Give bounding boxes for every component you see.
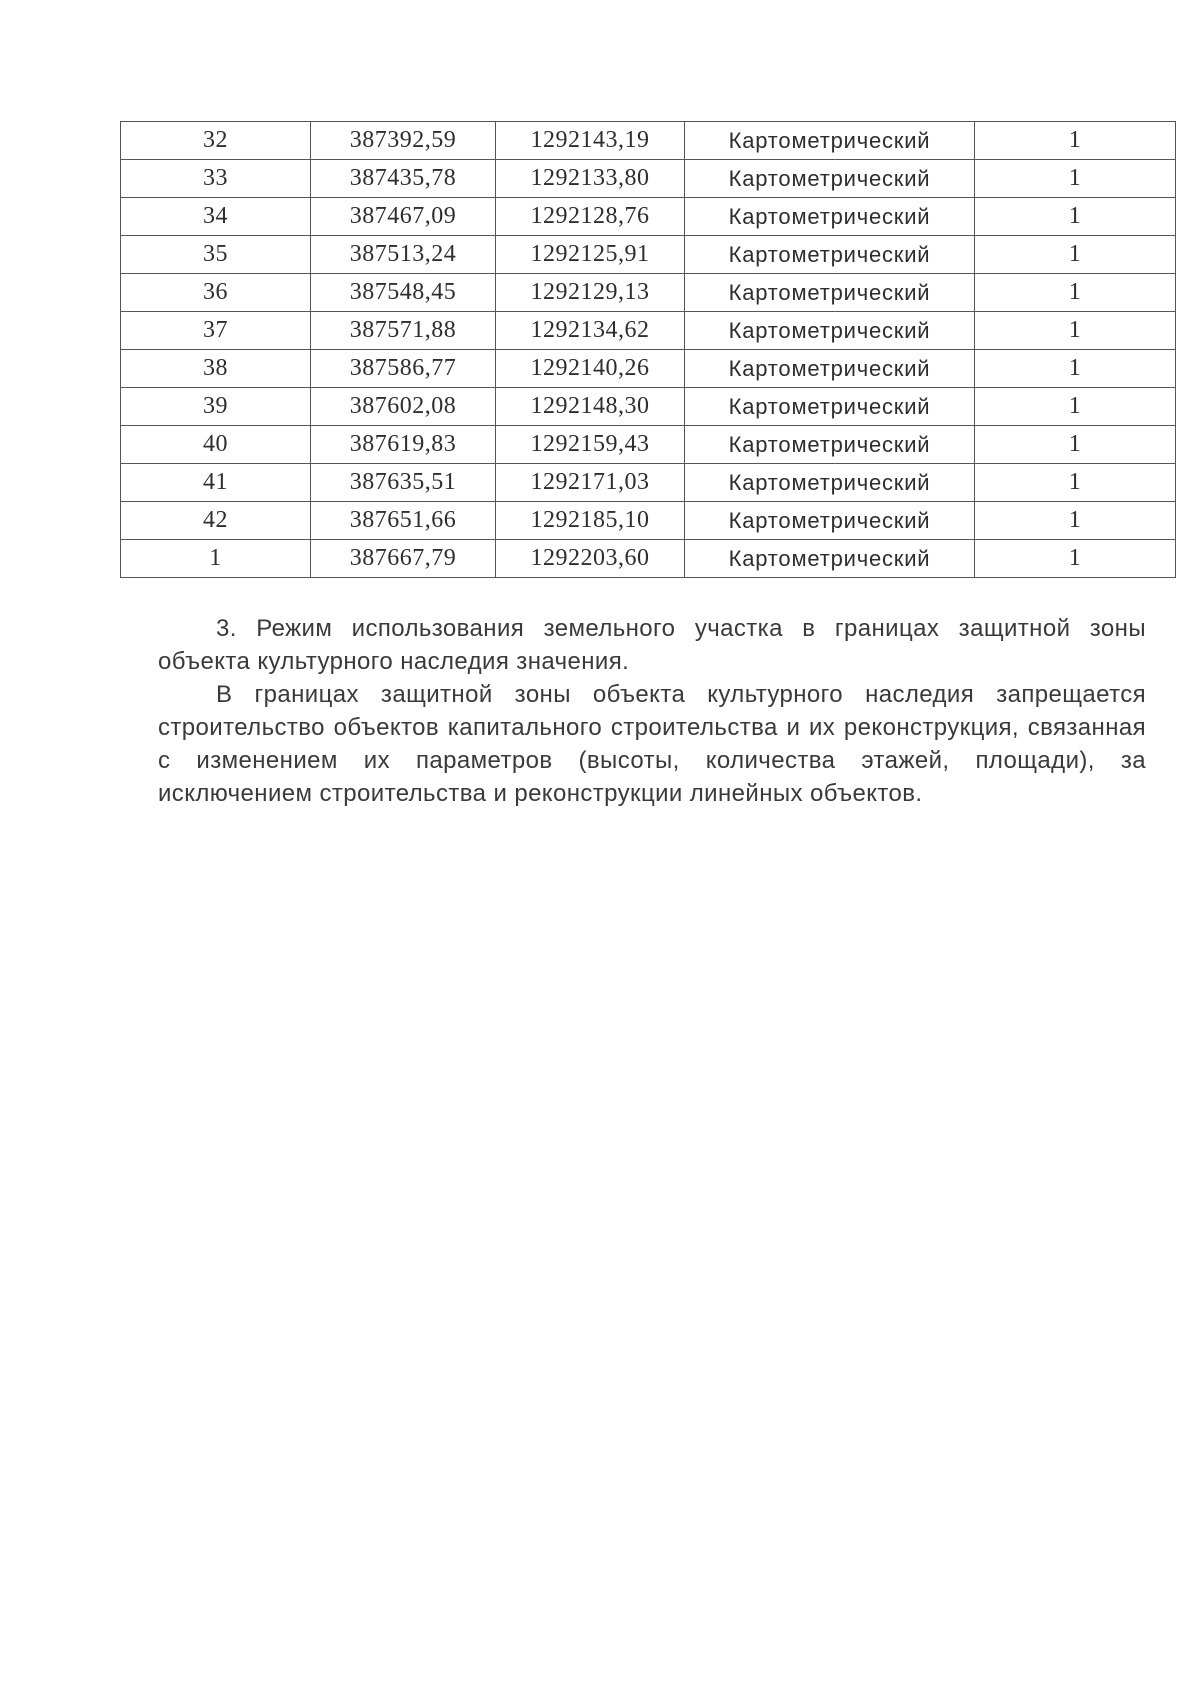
method-cell: Картометрический xyxy=(685,426,975,464)
table-row xyxy=(121,426,1176,464)
y-coordinate-cell: 1292140,26 xyxy=(496,350,685,388)
x-coordinate-cell: 387435,78 xyxy=(311,160,496,198)
precision-cell: 1 xyxy=(975,236,1176,274)
precision-cell: 1 xyxy=(975,502,1176,540)
precision-cell: 1 xyxy=(975,464,1176,502)
table-row xyxy=(121,464,1176,502)
y-coordinate-cell: 1292159,43 xyxy=(496,426,685,464)
y-coordinate-cell: 1292134,62 xyxy=(496,312,685,350)
x-coordinate-cell: 387667,79 xyxy=(311,540,496,578)
precision-cell: 1 xyxy=(975,350,1176,388)
table-row xyxy=(121,274,1176,312)
table-row xyxy=(121,122,1176,160)
y-coordinate-cell: 1292143,19 xyxy=(496,122,685,160)
precision-cell: 1 xyxy=(975,540,1176,578)
section-heading: 3. Режим использования земельного участка в границах защитной зоны объекта культурного наследия значения. xyxy=(158,615,1146,675)
y-coordinate-cell: 1292148,30 xyxy=(496,388,685,426)
x-coordinate-cell: 387586,77 xyxy=(311,350,496,388)
method-cell: Картометрический xyxy=(685,274,975,312)
point-number-cell: 41 xyxy=(121,464,311,502)
precision-cell: 1 xyxy=(975,388,1176,426)
y-coordinate-cell: 1292125,91 xyxy=(496,236,685,274)
method-cell: Картометрический xyxy=(685,350,975,388)
y-coordinate-cell: 1292129,13 xyxy=(496,274,685,312)
precision-cell: 1 xyxy=(975,274,1176,312)
point-number-cell: 40 xyxy=(121,426,311,464)
x-coordinate-cell: 387602,08 xyxy=(311,388,496,426)
point-number-cell: 36 xyxy=(121,274,311,312)
point-number-cell: 39 xyxy=(121,388,311,426)
point-number-cell: 35 xyxy=(121,236,311,274)
y-coordinate-cell: 1292171,03 xyxy=(496,464,685,502)
method-cell: Картометрический xyxy=(685,540,975,578)
table-row xyxy=(121,198,1176,236)
precision-cell: 1 xyxy=(975,198,1176,236)
precision-cell: 1 xyxy=(975,312,1176,350)
method-cell: Картометрический xyxy=(685,122,975,160)
method-cell: Картометрический xyxy=(685,160,975,198)
table-row xyxy=(121,350,1176,388)
method-cell: Картометрический xyxy=(685,502,975,540)
x-coordinate-cell: 387513,24 xyxy=(311,236,496,274)
table-row xyxy=(121,540,1176,578)
x-coordinate-cell: 387571,88 xyxy=(311,312,496,350)
point-number-cell: 34 xyxy=(121,198,311,236)
method-cell: Картометрический xyxy=(685,198,975,236)
y-coordinate-cell: 1292203,60 xyxy=(496,540,685,578)
coordinates-table xyxy=(120,121,1176,578)
method-cell: Картометрический xyxy=(685,464,975,502)
table-row xyxy=(121,236,1176,274)
point-number-cell: 1 xyxy=(121,540,311,578)
table-row xyxy=(121,312,1176,350)
table-row xyxy=(121,388,1176,426)
x-coordinate-cell: 387548,45 xyxy=(311,274,496,312)
section-text xyxy=(158,612,1146,810)
method-cell: Картометрический xyxy=(685,236,975,274)
x-coordinate-cell: 387392,59 xyxy=(311,122,496,160)
point-number-cell: 32 xyxy=(121,122,311,160)
x-coordinate-cell: 387467,09 xyxy=(311,198,496,236)
precision-cell: 1 xyxy=(975,426,1176,464)
y-coordinate-cell: 1292128,76 xyxy=(496,198,685,236)
x-coordinate-cell: 387619,83 xyxy=(311,426,496,464)
method-cell: Картометрический xyxy=(685,388,975,426)
point-number-cell: 42 xyxy=(121,502,311,540)
precision-cell: 1 xyxy=(975,160,1176,198)
point-number-cell: 38 xyxy=(121,350,311,388)
method-cell: Картометрический xyxy=(685,312,975,350)
precision-cell: 1 xyxy=(975,122,1176,160)
y-coordinate-cell: 1292133,80 xyxy=(496,160,685,198)
x-coordinate-cell: 387635,51 xyxy=(311,464,496,502)
section-body: В границах защитной зоны объекта культурного наследия запрещается строительство объектов капитального строительства и их реконструкция, связанная с изменением их параметров (высоты, количества этажей, площади), за исключением строительства и реконструкции линейных объектов. xyxy=(158,681,1146,807)
table-row xyxy=(121,160,1176,198)
y-coordinate-cell: 1292185,10 xyxy=(496,502,685,540)
x-coordinate-cell: 387651,66 xyxy=(311,502,496,540)
table-row xyxy=(121,502,1176,540)
point-number-cell: 37 xyxy=(121,312,311,350)
point-number-cell: 33 xyxy=(121,160,311,198)
